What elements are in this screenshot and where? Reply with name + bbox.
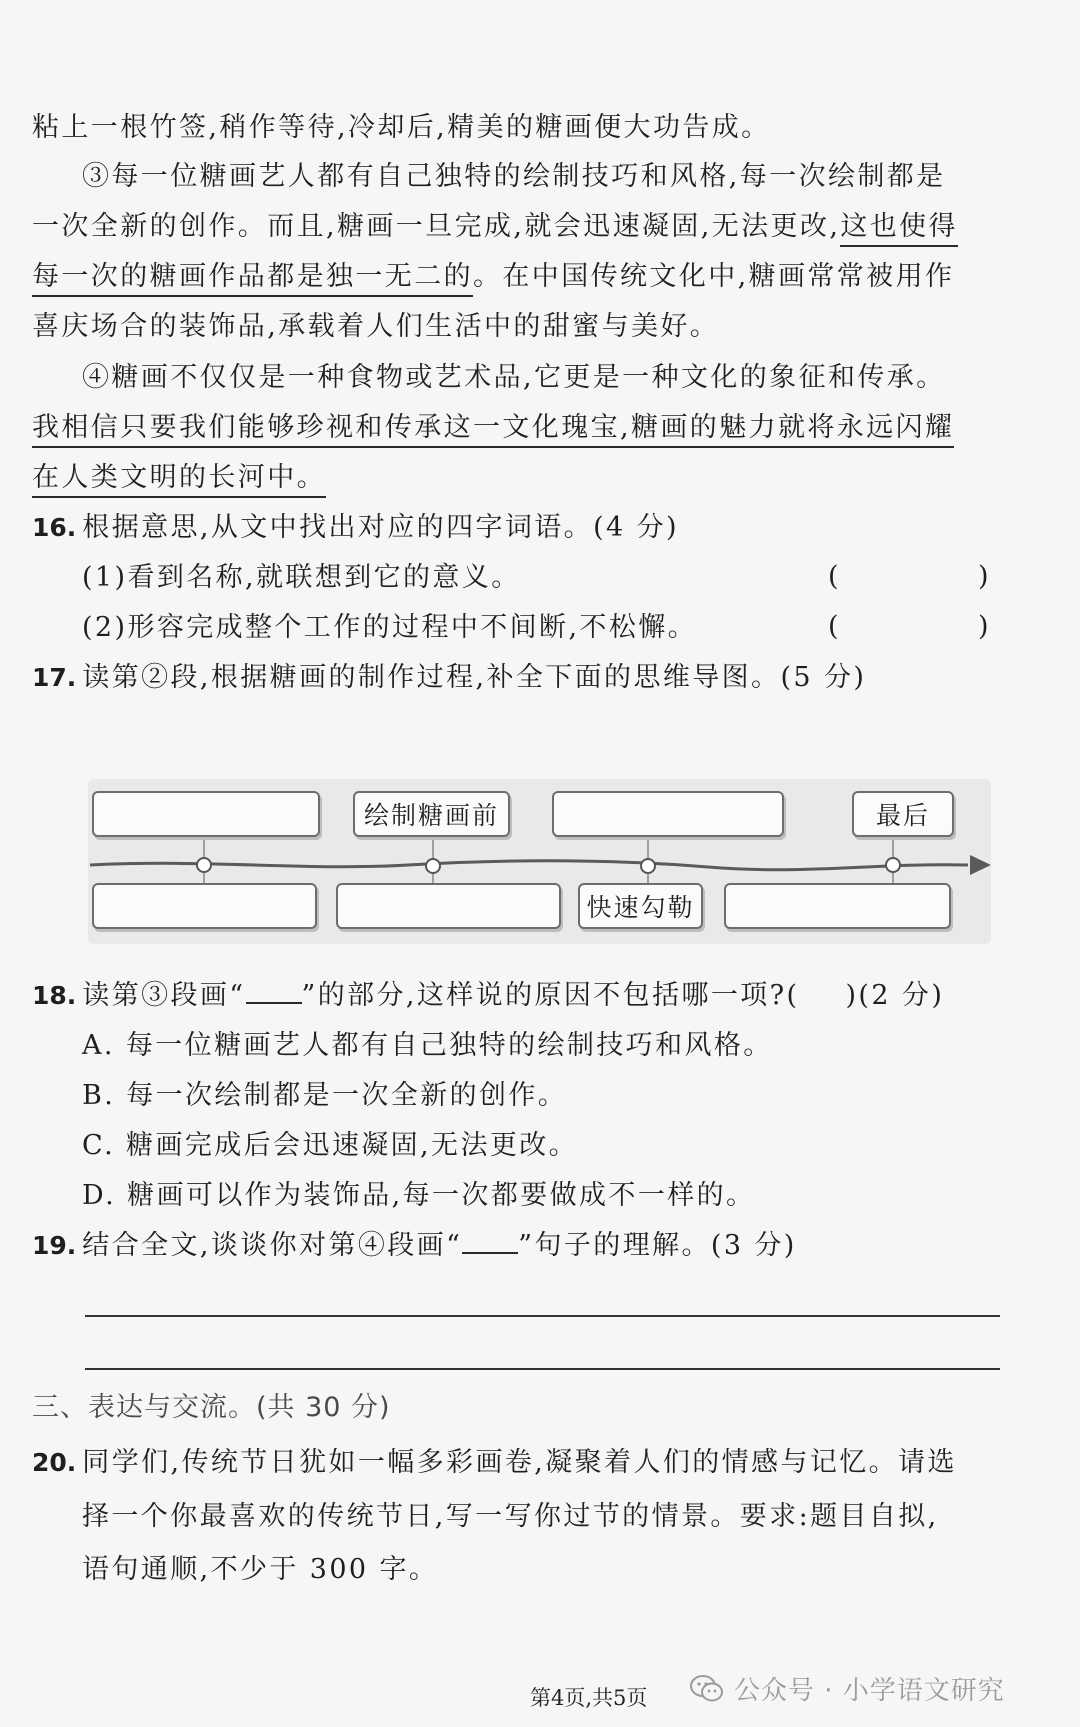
question-text: 读第②段,根据糖画的制作过程,补全下面的思维导图。(5 分) (82, 662, 867, 693)
q16-item-2: (2)形容完成整个工作的过程中不间断,不松懈。 (82, 612, 698, 643)
passage-text: 一次全新的创作。而且,糖画一旦完成,就会迅速凝固,无法更改, (32, 211, 841, 242)
question-number: 16. (32, 513, 77, 542)
question-16 (32, 508, 679, 548)
answer-paren-close: ) (978, 611, 989, 642)
mind-map-label-box: 最后 (852, 791, 954, 837)
question-number: 20. (32, 1448, 77, 1477)
passage-p3-line2 (32, 207, 958, 247)
timeline-node (197, 858, 211, 872)
question-text: 同学们,传统节日犹如一幅多彩画卷,凝聚着人们的情感与记忆。请选 (82, 1447, 957, 1478)
underline-mark (246, 978, 302, 1004)
timeline-node (426, 859, 440, 873)
q18-option-c[interactable]: C. 糖画完成后会迅速凝固,无法更改。 (82, 1130, 579, 1161)
passage-p4-line1: ④糖画不仅仅是一种食物或艺术品,它更是一种文化的象征和传承。 (82, 362, 946, 393)
q16-item-1: (1)看到名称,就联想到它的意义。 (82, 562, 521, 593)
mind-map-label-box: 绘制糖画前 (353, 791, 510, 837)
section-title: 三、表达与交流。(共 30 分) (32, 1392, 391, 1423)
mind-map-blank-box[interactable] (92, 883, 317, 929)
question-17 (32, 658, 866, 698)
passage-p3-line4: 喜庆场合的装饰品,承载着人们生活中的甜蜜与美好。 (32, 311, 720, 342)
question-text: ”的部分,这样说的原因不包括哪一项?( (301, 980, 800, 1011)
timeline-node (886, 858, 900, 872)
q18-option-a[interactable]: A. 每一位糖画艺人都有自己独特的绘制技巧和风格。 (82, 1030, 773, 1061)
q18-option-d[interactable]: D. 糖画可以作为装饰品,每一次都要做成不一样的。 (82, 1180, 756, 1211)
passage-text: 。在中国传统文化中,糖画常常被用作 (473, 261, 955, 292)
wechat-icon (690, 1675, 724, 1703)
question-20-line2: 择一个你最喜欢的传统节日,写一写你过节的情景。要求:题目自拟, (82, 1501, 939, 1532)
mind-map-blank-box[interactable] (92, 791, 320, 837)
page-number: 第4页,共5页 (530, 1686, 648, 1710)
mind-map-label-box: 快速勾勒 (578, 883, 703, 929)
question-20 (32, 1443, 957, 1483)
answer-paren-close: ) (978, 561, 989, 592)
mind-map-blank-box[interactable] (552, 791, 784, 837)
mind-map-blank-box[interactable] (336, 883, 561, 929)
underlined-sentence: 这也使得 (840, 211, 958, 247)
question-text: 读第③段画“ (82, 980, 246, 1011)
watermark (690, 1670, 1005, 1707)
passage-p3-line1: ③每一位糖画艺人都有自己独特的绘制技巧和风格,每一次绘制都是 (82, 161, 946, 192)
answer-line[interactable] (85, 1368, 1000, 1370)
question-number: 17. (32, 663, 77, 692)
underlined-sentence: 我相信只要我们能够珍视和传承这一文化瑰宝,糖画的魅力就将永远闪耀 (32, 412, 954, 448)
question-number: 19. (32, 1231, 77, 1260)
underlined-sentence: 在人类文明的长河中。 (32, 462, 326, 498)
mind-map-blank-box[interactable] (724, 883, 951, 929)
question-18 (32, 976, 944, 1016)
passage-p3-line3 (32, 257, 954, 297)
passage-p4-line3 (32, 458, 326, 498)
answer-paren-open: ( (828, 561, 839, 592)
question-20-line3: 语句通顺,不少于 300 字。 (82, 1554, 439, 1585)
watermark-text: 公众号 · 小学语文研究 (734, 1676, 1005, 1706)
question-19 (32, 1226, 797, 1266)
underlined-sentence: 每一次的糖画作品都是独一无二的 (32, 261, 473, 297)
answer-line[interactable] (85, 1315, 1000, 1317)
timeline-node (641, 859, 655, 873)
answer-paren-open: ( (828, 611, 839, 642)
question-text: 根据意思,从文中找出对应的四字词语。(4 分) (82, 512, 679, 543)
question-number: 18. (32, 981, 77, 1010)
question-text: ”句子的理解。(3 分) (518, 1230, 797, 1261)
mind-map-diagram (88, 779, 991, 944)
passage-line: 粘上一根竹签,稍作等待,冷却后,精美的糖画便大功告成。 (32, 112, 771, 143)
question-text: )(2 分) (845, 980, 945, 1011)
underline-mark (462, 1228, 518, 1254)
question-text: 结合全文,谈谈你对第④段画“ (82, 1230, 463, 1261)
passage-p4-line2 (32, 408, 954, 448)
q18-option-b[interactable]: B. 每一次绘制都是一次全新的创作。 (82, 1080, 568, 1111)
